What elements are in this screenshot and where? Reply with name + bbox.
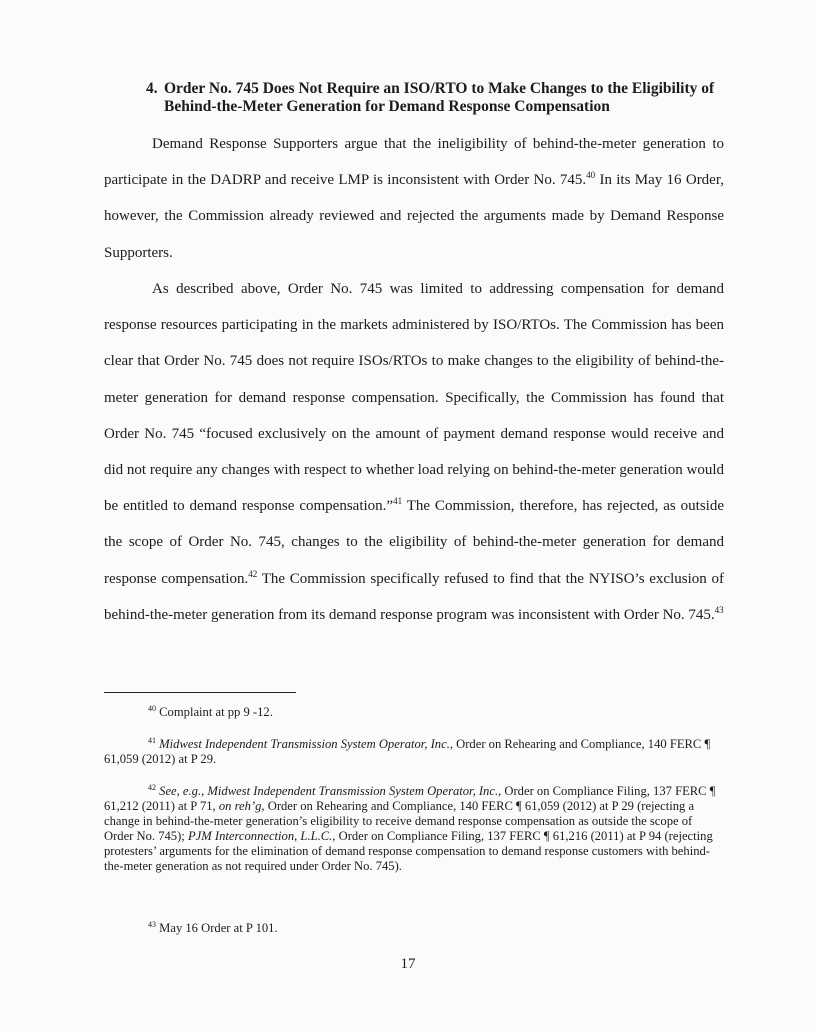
- paragraph-2-text-c: The Commission specifically refused to find that the NYISO’s exclusion of behind-the-meter generation from its demand response program was inconsistent with Order No. 745.: [104, 570, 724, 623]
- footnote-number: 43: [148, 919, 156, 929]
- footnote-43: [104, 921, 724, 936]
- footnote-text: Complaint at pp 9 -12.: [159, 705, 273, 719]
- paragraph-1-text-cont: In its May 16 Order, however, the Commission already reviewed and rejected the arguments made by Demand Response Supporters.: [104, 172, 724, 261]
- footnote-40: [104, 705, 724, 720]
- page-number: 17: [400, 956, 416, 972]
- footnote-text: May 16 Order at P 101.: [159, 921, 278, 935]
- paragraph-2-text-a: As described above, Order No. 745 was limited to addressing compensation for demand response resources participating in the markets administered by ISO/RTOs. The Commission has been clear that Order No. 745 does not require ISOs/RTOs to make changes to the eligibility of behind-the-meter generation for demand response compensation. Specifically, the Commission has found that Order No. 745 “focused exclusively on the amount of payment demand response would receive and did not require any changes with respect to whether load relying on behind-the-meter generation would be entitled to demand response compensation.”: [104, 281, 724, 515]
- paragraph-1-text: Demand Response Supporters argue that the ineligibility of behind-the-meter generation to participate in the DADRP and receive LMP is inconsistent with Order No. 745.: [104, 136, 724, 189]
- footnote-ref-41[interactable]: 41: [393, 496, 403, 507]
- section-heading: [146, 80, 746, 116]
- footnote-number: 42: [148, 782, 156, 792]
- section-title: Order No. 745 Does Not Require an ISO/RTO to Make Changes to the Eligibility of Behind-the-Meter Generation for Demand Response Compensation: [164, 80, 715, 115]
- footnote-ref-40[interactable]: 40: [586, 170, 596, 181]
- paragraph-2-text-b: The Commission, therefore, has rejected, as outside the scope of Order No. 745, changes to the eligibility of behind-the-meter generation for demand response compensation.: [104, 498, 724, 587]
- paragraph-2: [104, 271, 724, 633]
- footnote-text: , Order on Rehearing and Compliance, 140 FERC ¶ 61,059 (2012) at P 29.: [104, 737, 711, 766]
- citation-signal: on reh’g: [218, 799, 262, 813]
- footnote-42: [104, 784, 724, 874]
- footnote-number: 40: [148, 703, 156, 713]
- paragraph-1: [104, 126, 724, 271]
- case-name: PJM Interconnection, L.L.C.: [187, 829, 333, 843]
- footnote-41: [104, 737, 724, 767]
- footnote-text: , Order on Compliance Filing, 137 FERC ¶ 61,216 (2011) at P 94 (rejecting protesters’ arguments for the elimination of demand response compensation to demand response customers with behind-the-meter generation as not required under Order No. 745).: [104, 829, 713, 873]
- footnote-divider: [104, 692, 296, 693]
- footnote-ref-42[interactable]: 42: [248, 568, 258, 579]
- footnote-ref-43[interactable]: 43: [714, 604, 724, 615]
- footnote-text: , Order on Compliance Filing, 137 FERC ¶ 61,212 (2011) at P 71,: [104, 784, 716, 813]
- footnote-number: 41: [148, 735, 156, 745]
- section-number: 4.: [146, 80, 158, 97]
- case-name: See, e.g., Midwest Independent Transmission System Operator, Inc.: [159, 784, 499, 798]
- case-name: Midwest Independent Transmission System Operator, Inc.: [159, 737, 450, 751]
- footnote-text: , Order on Rehearing and Compliance, 140 FERC ¶ 61,059 (2012) at P 29 (rejecting a change in behind-the-meter generation’s eligibility to receive demand response compensation as outside the scope of Order No. 745);: [104, 799, 695, 843]
